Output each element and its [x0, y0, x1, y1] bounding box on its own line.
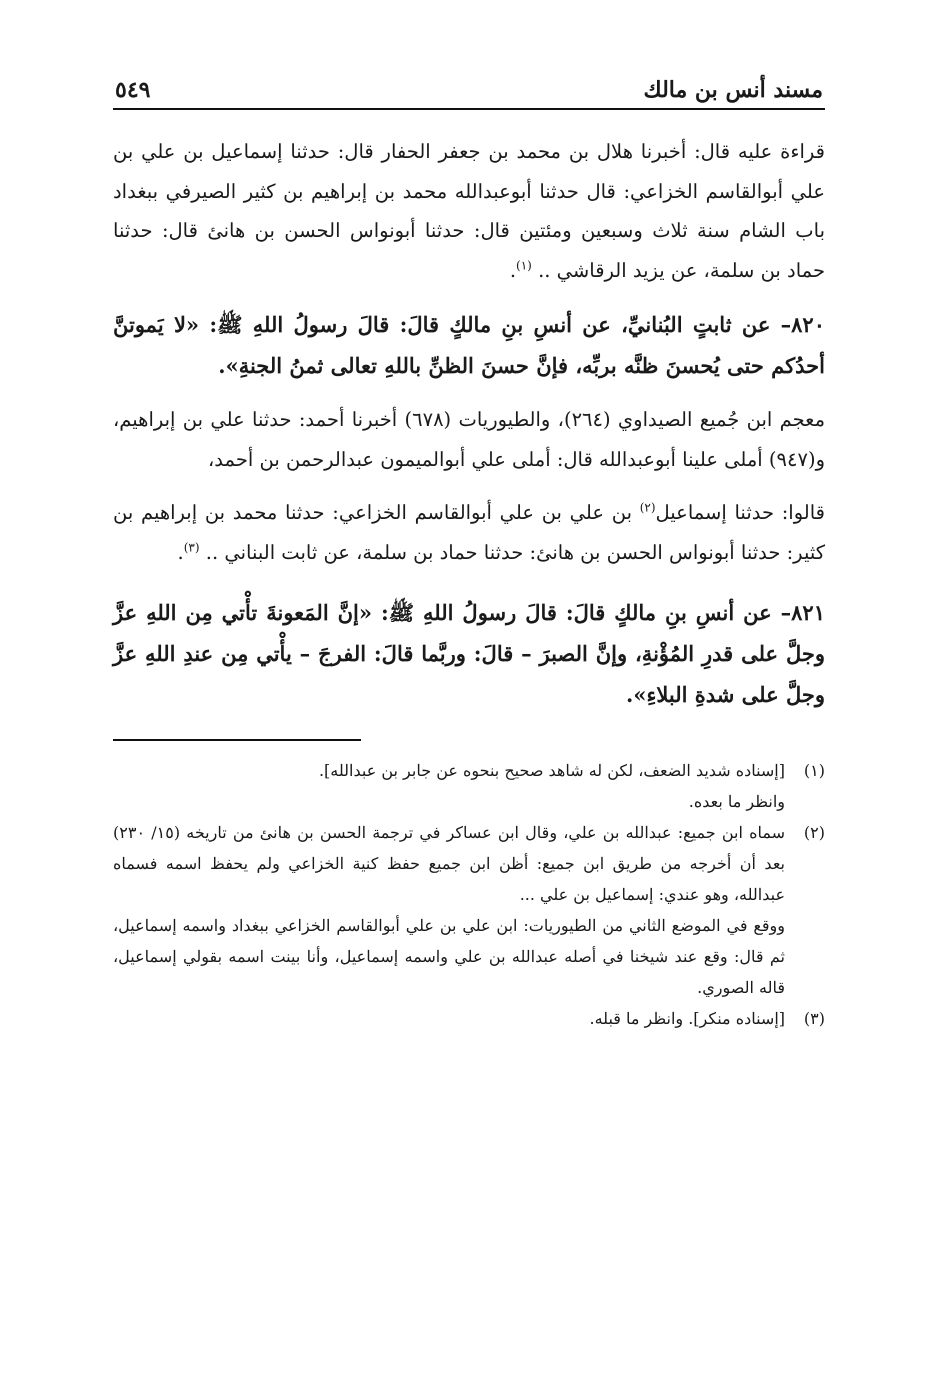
footnote-line: [إسناده منكر]. وانظر ما قبله. — [589, 1009, 785, 1028]
header-title: مسند أنس بن مالك — [643, 77, 823, 103]
footnote-1 — [113, 755, 825, 817]
footnote-number: (٢) — [803, 823, 825, 842]
spacer — [113, 572, 825, 592]
footnote-separator — [113, 739, 361, 741]
footnote-body — [113, 755, 785, 817]
footnote-body — [113, 1003, 785, 1034]
footnote-line: وانظر ما بعده. — [688, 792, 785, 811]
footnote-line: ووقع في الموضع الثاني من الطيوريات: ابن علي بن علي أبوالقاسم الخزاعي ببغداد واسمه إسماعيل، ثم قال: وقع عند شيخنا في أصله عبدالله بن علي واسمه إسماعيل، وأنا بينت اسمه بقولي إسماعيل، قاله الصوري. — [113, 916, 785, 997]
header-rule — [113, 108, 825, 110]
paragraph-isnad-1 — [113, 132, 825, 290]
hadith-820: ٨٢٠– عن ثابتٍ البُنانيِّ، عن أنسِ بنِ مالكٍ قالَ: قالَ رسولُ اللهِ ﷺ: «لا يَموتنَّ أحدُكم حتى يُحسنَ ظنَّه بربِّه، فإنَّ حسنَ الظنِّ باللهِ تعالى ثمنُ الجنةِ». — [113, 312, 825, 378]
footnote-number: (٣) — [803, 1009, 825, 1028]
footnote-line: [إسناده شديد الضعف، لكن له شاهد صحيح بنحوه عن جابر بن عبدالله]. — [318, 761, 785, 780]
footnote-number: (١) — [803, 761, 825, 780]
footnote-body — [113, 817, 785, 1003]
spacer — [113, 386, 825, 400]
footnotes — [113, 755, 825, 1034]
paragraph-end: . — [177, 540, 184, 564]
hadith-821: ٨٢١– عن أنسِ بنِ مالكٍ قالَ: قالَ رسولُ اللهِ ﷺ: «إنَّ المَعونةَ تأْتي مِن اللهِ عزَّ وجلَّ على قدرِ المُؤْنةِ، وإنَّ الصبرَ – قالَ: وربَّما قالَ: الفرجَ – يأْتي مِن عندِ اللهِ عزَّ وجلَّ على شدةِ البلاءِ». — [113, 600, 825, 707]
footnote-ref-1[interactable]: (١) — [516, 258, 532, 272]
paragraph-text: قراءة عليه قال: أخبرنا هلال بن محمد بن جعفر الحفار قال: حدثنا إسماعيل بن علي بن علي أبوالقاسم الخزاعي: قال حدثنا أبوعبدالله محمد بن إبراهيم بن كثير الصيرفي ببغداد باب الشام سنة ثلاث وسبعين ومئتين قال: حدثنا أبونواس الحسن بن هانئ قال: حدثنا حماد بن سلمة، عن يزيد الرقاشي .. — [113, 140, 825, 282]
paragraph-isnad-2 — [113, 493, 825, 572]
page-number: ٥٤٩ — [115, 77, 151, 103]
paragraph-text: قالوا: حدثنا إسماعيل — [655, 501, 825, 524]
running-header — [113, 70, 825, 104]
footnote-3 — [113, 1003, 825, 1034]
footnote-ref-2[interactable]: (٢) — [639, 500, 656, 515]
paragraph-sources: معجم ابن جُميع الصيداوي (٢٦٤)، والطيوريات (٦٧٨) أخبرنا أحمد: حدثنا علي بن إبراهيم، و(٩٤٧) أملى علينا أبوعبدالله قال: أملى علي أبوالميمون عبدالرحمن بن أحمد، — [113, 408, 826, 471]
paragraph-end: . — [509, 258, 517, 282]
footnote-ref-3[interactable]: (٣) — [183, 540, 200, 554]
spacer — [113, 479, 825, 493]
page — [113, 70, 825, 1034]
footnote-line: سماه ابن جميع: عبدالله بن علي، وقال ابن عساكر في ترجمة الحسن بن هانئ من تاريخه (١٥/ ٢٣٠) بعد أن أخرجه من طريق ابن جميع: أظن ابن جميع حفظ كنية الخزاعي ولم يحفظ اسمه فسماه عبدالله، وهو عندي: إسماعيل بن علي ... — [113, 823, 785, 904]
paragraph-text: بن علي بن علي أبوالقاسم الخزاعي: حدثنا محمد بن إبراهيم بن كثير: حدثنا أبونواس الحسن بن هانئ: حدثنا حماد بن سلمة، عن ثابت البناني .. — [113, 501, 825, 564]
spacer — [113, 290, 825, 304]
footnote-2 — [113, 817, 825, 1003]
